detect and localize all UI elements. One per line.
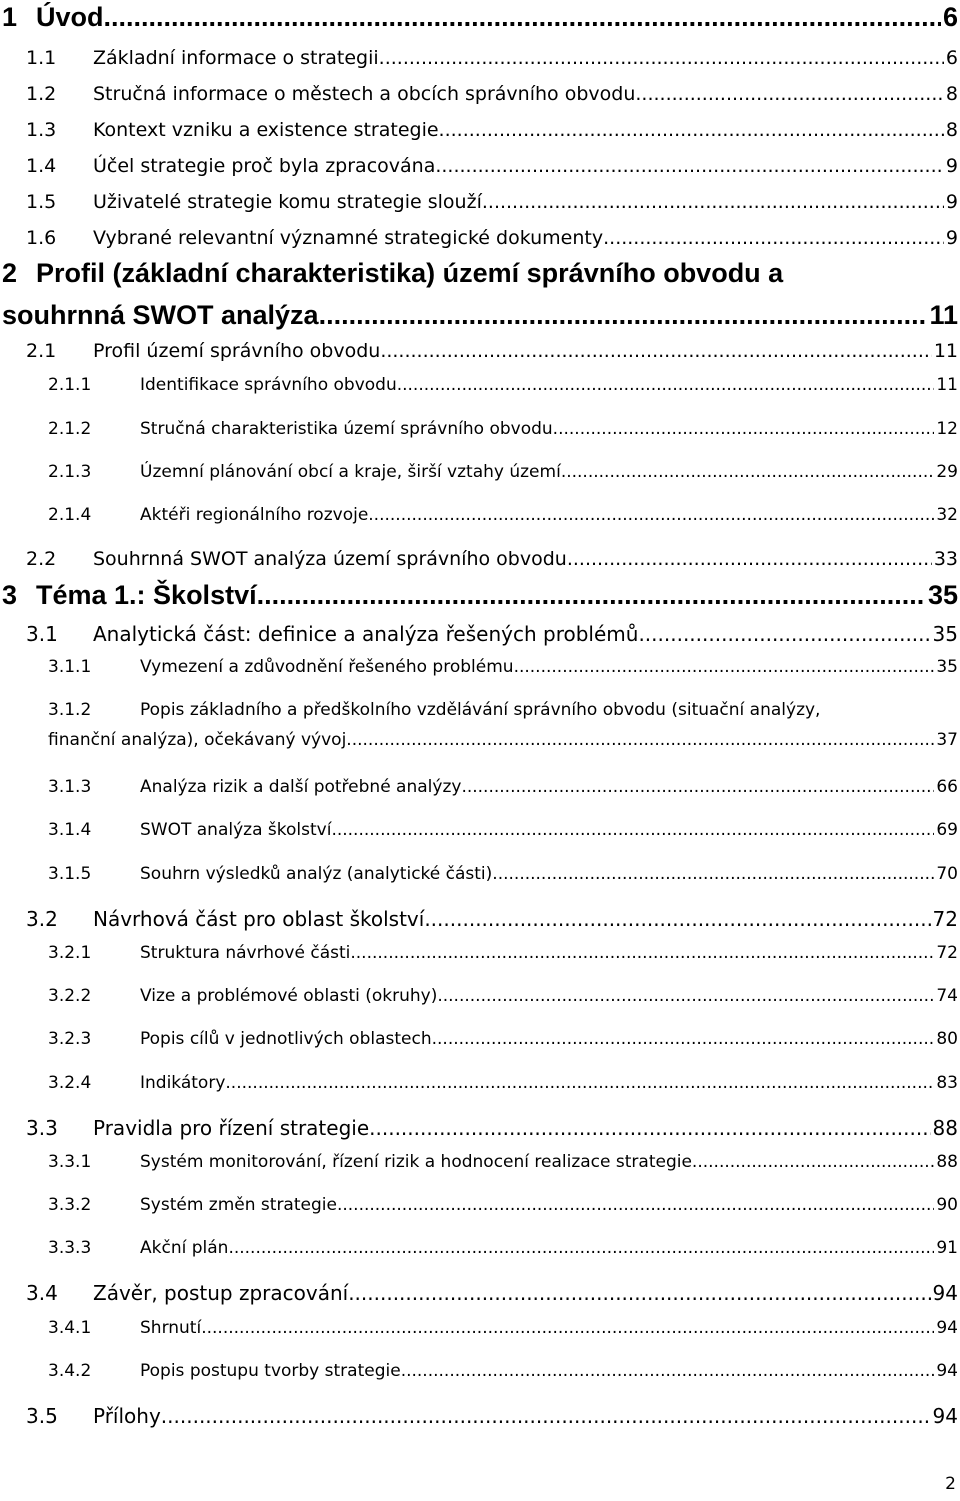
toc-entry-3-3[interactable] xyxy=(26,1116,958,1140)
toc-number: 2.1.3 xyxy=(48,462,92,482)
toc-entry-3-2[interactable] xyxy=(26,907,958,931)
toc-page: 94 xyxy=(932,1281,958,1305)
toc-page: 70 xyxy=(936,864,958,884)
toc-page: 69 xyxy=(936,820,958,840)
toc-page: 72 xyxy=(936,943,958,963)
toc-page: 6 xyxy=(942,2,958,32)
toc-title: Účel strategie proč byla zpracována xyxy=(93,155,436,177)
toc-leader xyxy=(437,986,934,1006)
toc-page: 8 xyxy=(945,119,958,141)
toc-number: 3.1.3 xyxy=(48,777,92,797)
toc-number: 1.6 xyxy=(26,227,57,249)
toc-leader xyxy=(161,1404,931,1428)
toc-title: Územní plánování obcí a kraje, širší vztahy území xyxy=(140,462,561,482)
toc-title: Závěr, postup zpracování xyxy=(93,1281,349,1305)
toc-number: 3.2.3 xyxy=(48,1029,92,1049)
toc-title: Souhrnná SWOT analýza území správního obvodu xyxy=(93,548,567,570)
toc-leader xyxy=(603,227,944,249)
toc-entry-1-5[interactable] xyxy=(26,191,958,213)
toc-title-line2: finanční analýza), očekávaný vývoj xyxy=(48,730,347,750)
toc-page: 33 xyxy=(933,548,958,570)
toc-leader xyxy=(514,657,935,677)
toc-title: Pravidla pro řízení strategie xyxy=(93,1116,370,1140)
toc-page: 11 xyxy=(933,340,958,362)
toc-title: Indikátory xyxy=(140,1073,226,1093)
toc-leader xyxy=(492,864,934,884)
toc-entry-2-1-2[interactable] xyxy=(48,419,958,439)
toc-page: 6 xyxy=(945,47,958,69)
toc-page: 88 xyxy=(932,1116,958,1140)
toc-leader xyxy=(635,83,944,105)
toc-page: 74 xyxy=(936,986,958,1006)
toc-leader xyxy=(348,1281,930,1305)
toc-leader xyxy=(561,462,935,482)
toc-number: 3.3.1 xyxy=(48,1152,92,1172)
toc-number: 3.3.3 xyxy=(48,1238,92,1258)
toc-number: 1.1 xyxy=(26,47,57,69)
toc-leader xyxy=(368,505,934,525)
toc-entry-1-6[interactable] xyxy=(26,227,958,249)
toc-number: 3.4.1 xyxy=(48,1318,92,1338)
toc-number: 3.2.1 xyxy=(48,943,92,963)
toc-page: 9 xyxy=(945,155,958,177)
toc-leader xyxy=(369,1116,930,1140)
toc-title: Akční plán xyxy=(140,1238,229,1258)
toc-title-line2: souhrnná SWOT analýza xyxy=(2,300,319,330)
toc-number: 1.5 xyxy=(26,191,57,213)
toc-entry-3-4-1[interactable] xyxy=(48,1318,958,1338)
toc-number: 1.4 xyxy=(26,155,57,177)
toc-number: 3.5 xyxy=(26,1404,58,1428)
toc-number: 3.1.4 xyxy=(48,820,92,840)
toc-entry-3-1-4[interactable] xyxy=(48,820,958,840)
toc-entry-2-1-1[interactable] xyxy=(48,375,958,395)
toc-title: Systém monitorování, řízení rizik a hodnocení realizace strategie xyxy=(140,1152,692,1172)
toc-title: Vize a problémové oblasti (okruhy) xyxy=(140,986,438,1006)
toc-title: Struktura návrhové části xyxy=(140,943,351,963)
toc-entry-2-1-3[interactable] xyxy=(48,462,958,482)
toc-leader xyxy=(201,1318,934,1338)
toc-title: Kontext vzniku a existence strategie xyxy=(93,119,439,141)
toc-page: 37 xyxy=(936,730,958,750)
toc-entry-3-1-5[interactable] xyxy=(48,864,958,884)
toc-entry-3-3-2[interactable] xyxy=(48,1195,958,1215)
toc-leader xyxy=(350,943,934,963)
toc-leader xyxy=(228,1238,934,1258)
toc-leader xyxy=(379,47,944,69)
toc-leader xyxy=(397,375,935,395)
toc-number: 2 xyxy=(2,258,18,288)
toc-entry-3-5[interactable] xyxy=(26,1404,958,1428)
toc-title: Souhrn výsledků analýz (analytické části) xyxy=(140,864,493,884)
toc-page: 94 xyxy=(932,1404,958,1428)
toc-number: 3.4.2 xyxy=(48,1361,92,1381)
toc-leader xyxy=(553,419,935,439)
toc-page: 83 xyxy=(936,1073,958,1093)
toc-title: Téma 1.: Školství xyxy=(36,580,257,610)
toc-page: 94 xyxy=(936,1361,958,1381)
toc-entry-3-2-3[interactable] xyxy=(48,1029,958,1049)
toc-title-line1: Popis základního a předškolního vzdělávání správního obvodu (situační analýzy, xyxy=(140,700,821,720)
toc-page: 88 xyxy=(936,1152,958,1172)
toc-title: Stručná charakteristika území správního obvodu xyxy=(140,419,553,439)
toc-number: 2.2 xyxy=(26,548,57,570)
toc-leader xyxy=(346,730,934,750)
toc-leader xyxy=(567,548,932,570)
toc-page: 9 xyxy=(945,191,958,213)
toc-entry-1-4[interactable] xyxy=(26,155,958,177)
toc-title: Identifikace správního obvodu xyxy=(140,375,397,395)
toc-entry-1-2[interactable] xyxy=(26,83,958,105)
toc-title-line1: Profil (základní charakteristika) území správního obvodu a xyxy=(36,258,784,288)
toc-entry-2-2[interactable] xyxy=(26,548,958,570)
toc-page: 8 xyxy=(945,83,958,105)
toc-leader xyxy=(638,622,930,646)
toc-entry-3-2-1[interactable] xyxy=(48,943,958,963)
toc-entry-1-3[interactable] xyxy=(26,119,958,141)
toc-entry-2-1-4[interactable] xyxy=(48,505,958,525)
toc-number: 1.3 xyxy=(26,119,57,141)
toc-number: 3.3 xyxy=(26,1116,58,1140)
toc-leader xyxy=(225,1073,934,1093)
toc-number: 3.1.1 xyxy=(48,657,92,677)
toc-page: 35 xyxy=(936,657,958,677)
toc-entry-2[interactable] xyxy=(2,258,958,331)
toc-title: Popis postupu tvorby strategie xyxy=(140,1361,401,1381)
toc-number: 3.3.2 xyxy=(48,1195,92,1215)
toc-number: 3.1.5 xyxy=(48,864,92,884)
toc-number: 3.1 xyxy=(26,622,58,646)
toc-leader xyxy=(435,155,944,177)
toc-title: Shrnutí xyxy=(140,1318,202,1338)
toc-leader xyxy=(692,1152,934,1172)
toc-leader xyxy=(432,1029,935,1049)
toc-entry-3-4-2[interactable] xyxy=(48,1361,958,1381)
toc-entry-3-1-3[interactable] xyxy=(48,777,958,797)
toc-title: Návrhová část pro oblast školství xyxy=(93,907,425,931)
toc-page: 72 xyxy=(932,907,958,931)
toc-leader xyxy=(439,119,944,141)
toc-title: Základní informace o strategii xyxy=(93,47,379,69)
toc-entry-3-4[interactable] xyxy=(26,1281,958,1305)
toc-title: Úvod xyxy=(36,2,104,32)
toc-number: 3.2 xyxy=(26,907,58,931)
toc-leader xyxy=(401,1361,935,1381)
toc-page: 11 xyxy=(929,300,958,330)
toc-title: Analytická část: definice a analýza řešených problémů xyxy=(93,622,639,646)
toc-page: 9 xyxy=(945,227,958,249)
toc-entry-3-1-2[interactable] xyxy=(48,700,958,750)
toc-title: SWOT analýza školství xyxy=(140,820,332,840)
toc-leader xyxy=(461,777,934,797)
toc-entry-3-1[interactable] xyxy=(26,622,958,646)
toc-entry-3-2-2[interactable] xyxy=(48,986,958,1006)
toc-number: 3 xyxy=(2,580,18,610)
toc-entry-2-1[interactable] xyxy=(26,340,958,362)
toc-number: 3.4 xyxy=(26,1281,58,1305)
toc-number: 3.2.2 xyxy=(48,986,92,1006)
page-number: 2 xyxy=(945,1474,956,1494)
toc-page: 90 xyxy=(936,1195,958,1215)
toc-title: Přílohy xyxy=(93,1404,161,1428)
toc-title: Aktéři regionálního rozvoje xyxy=(140,505,369,525)
toc-title: Systém změn strategie xyxy=(140,1195,337,1215)
toc-leader xyxy=(424,907,930,931)
toc-leader xyxy=(319,300,928,331)
toc-entry-3-3-1[interactable] xyxy=(48,1152,958,1172)
toc-entry-3-2-4[interactable] xyxy=(48,1073,958,1093)
toc-page: 94 xyxy=(936,1318,958,1338)
toc-number: 3.1.2 xyxy=(48,700,92,720)
toc-number: 2.1.1 xyxy=(48,375,92,395)
toc-leader xyxy=(331,820,934,840)
toc-number: 2.1.4 xyxy=(48,505,92,525)
toc-entry-1[interactable] xyxy=(2,2,958,33)
toc-title: Uživatelé strategie komu strategie slouží xyxy=(93,191,482,213)
toc-number: 1.2 xyxy=(26,83,57,105)
toc-page: 32 xyxy=(936,505,958,525)
toc-page: 80 xyxy=(936,1029,958,1049)
toc-leader xyxy=(482,191,944,213)
toc-page: 35 xyxy=(927,580,958,610)
toc-leader xyxy=(380,340,932,362)
toc-title: Profil území správního obvodu xyxy=(93,340,381,362)
toc-page: 29 xyxy=(936,462,958,482)
toc-number: 3.2.4 xyxy=(48,1073,92,1093)
toc-page: 66 xyxy=(936,777,958,797)
toc-number: 2.1.2 xyxy=(48,419,92,439)
toc-entry-3-3-3[interactable] xyxy=(48,1238,958,1258)
toc-title: Popis cílů v jednotlivých oblastech xyxy=(140,1029,432,1049)
toc-number: 2.1 xyxy=(26,340,57,362)
toc-entry-3-1-1[interactable] xyxy=(48,657,958,677)
toc-title: Stručná informace o městech a obcích správního obvodu xyxy=(93,83,636,105)
toc-page: 12 xyxy=(936,419,958,439)
toc-title: Vymezení a zdůvodnění řešeného problému xyxy=(140,657,514,677)
toc-title: Analýza rizik a další potřebné analýzy xyxy=(140,777,462,797)
toc-page: 91 xyxy=(936,1238,958,1258)
toc-leader xyxy=(104,2,941,33)
toc-leader xyxy=(337,1195,934,1215)
toc-leader xyxy=(257,580,926,611)
toc-number: 1 xyxy=(2,2,18,32)
toc-title: Vybrané relevantní významné strategické dokumenty xyxy=(93,227,604,249)
toc-entry-1-1[interactable] xyxy=(26,47,958,69)
toc-entry-3[interactable] xyxy=(2,580,958,611)
toc-page: 35 xyxy=(932,622,958,646)
toc-page: 11 xyxy=(936,375,958,395)
